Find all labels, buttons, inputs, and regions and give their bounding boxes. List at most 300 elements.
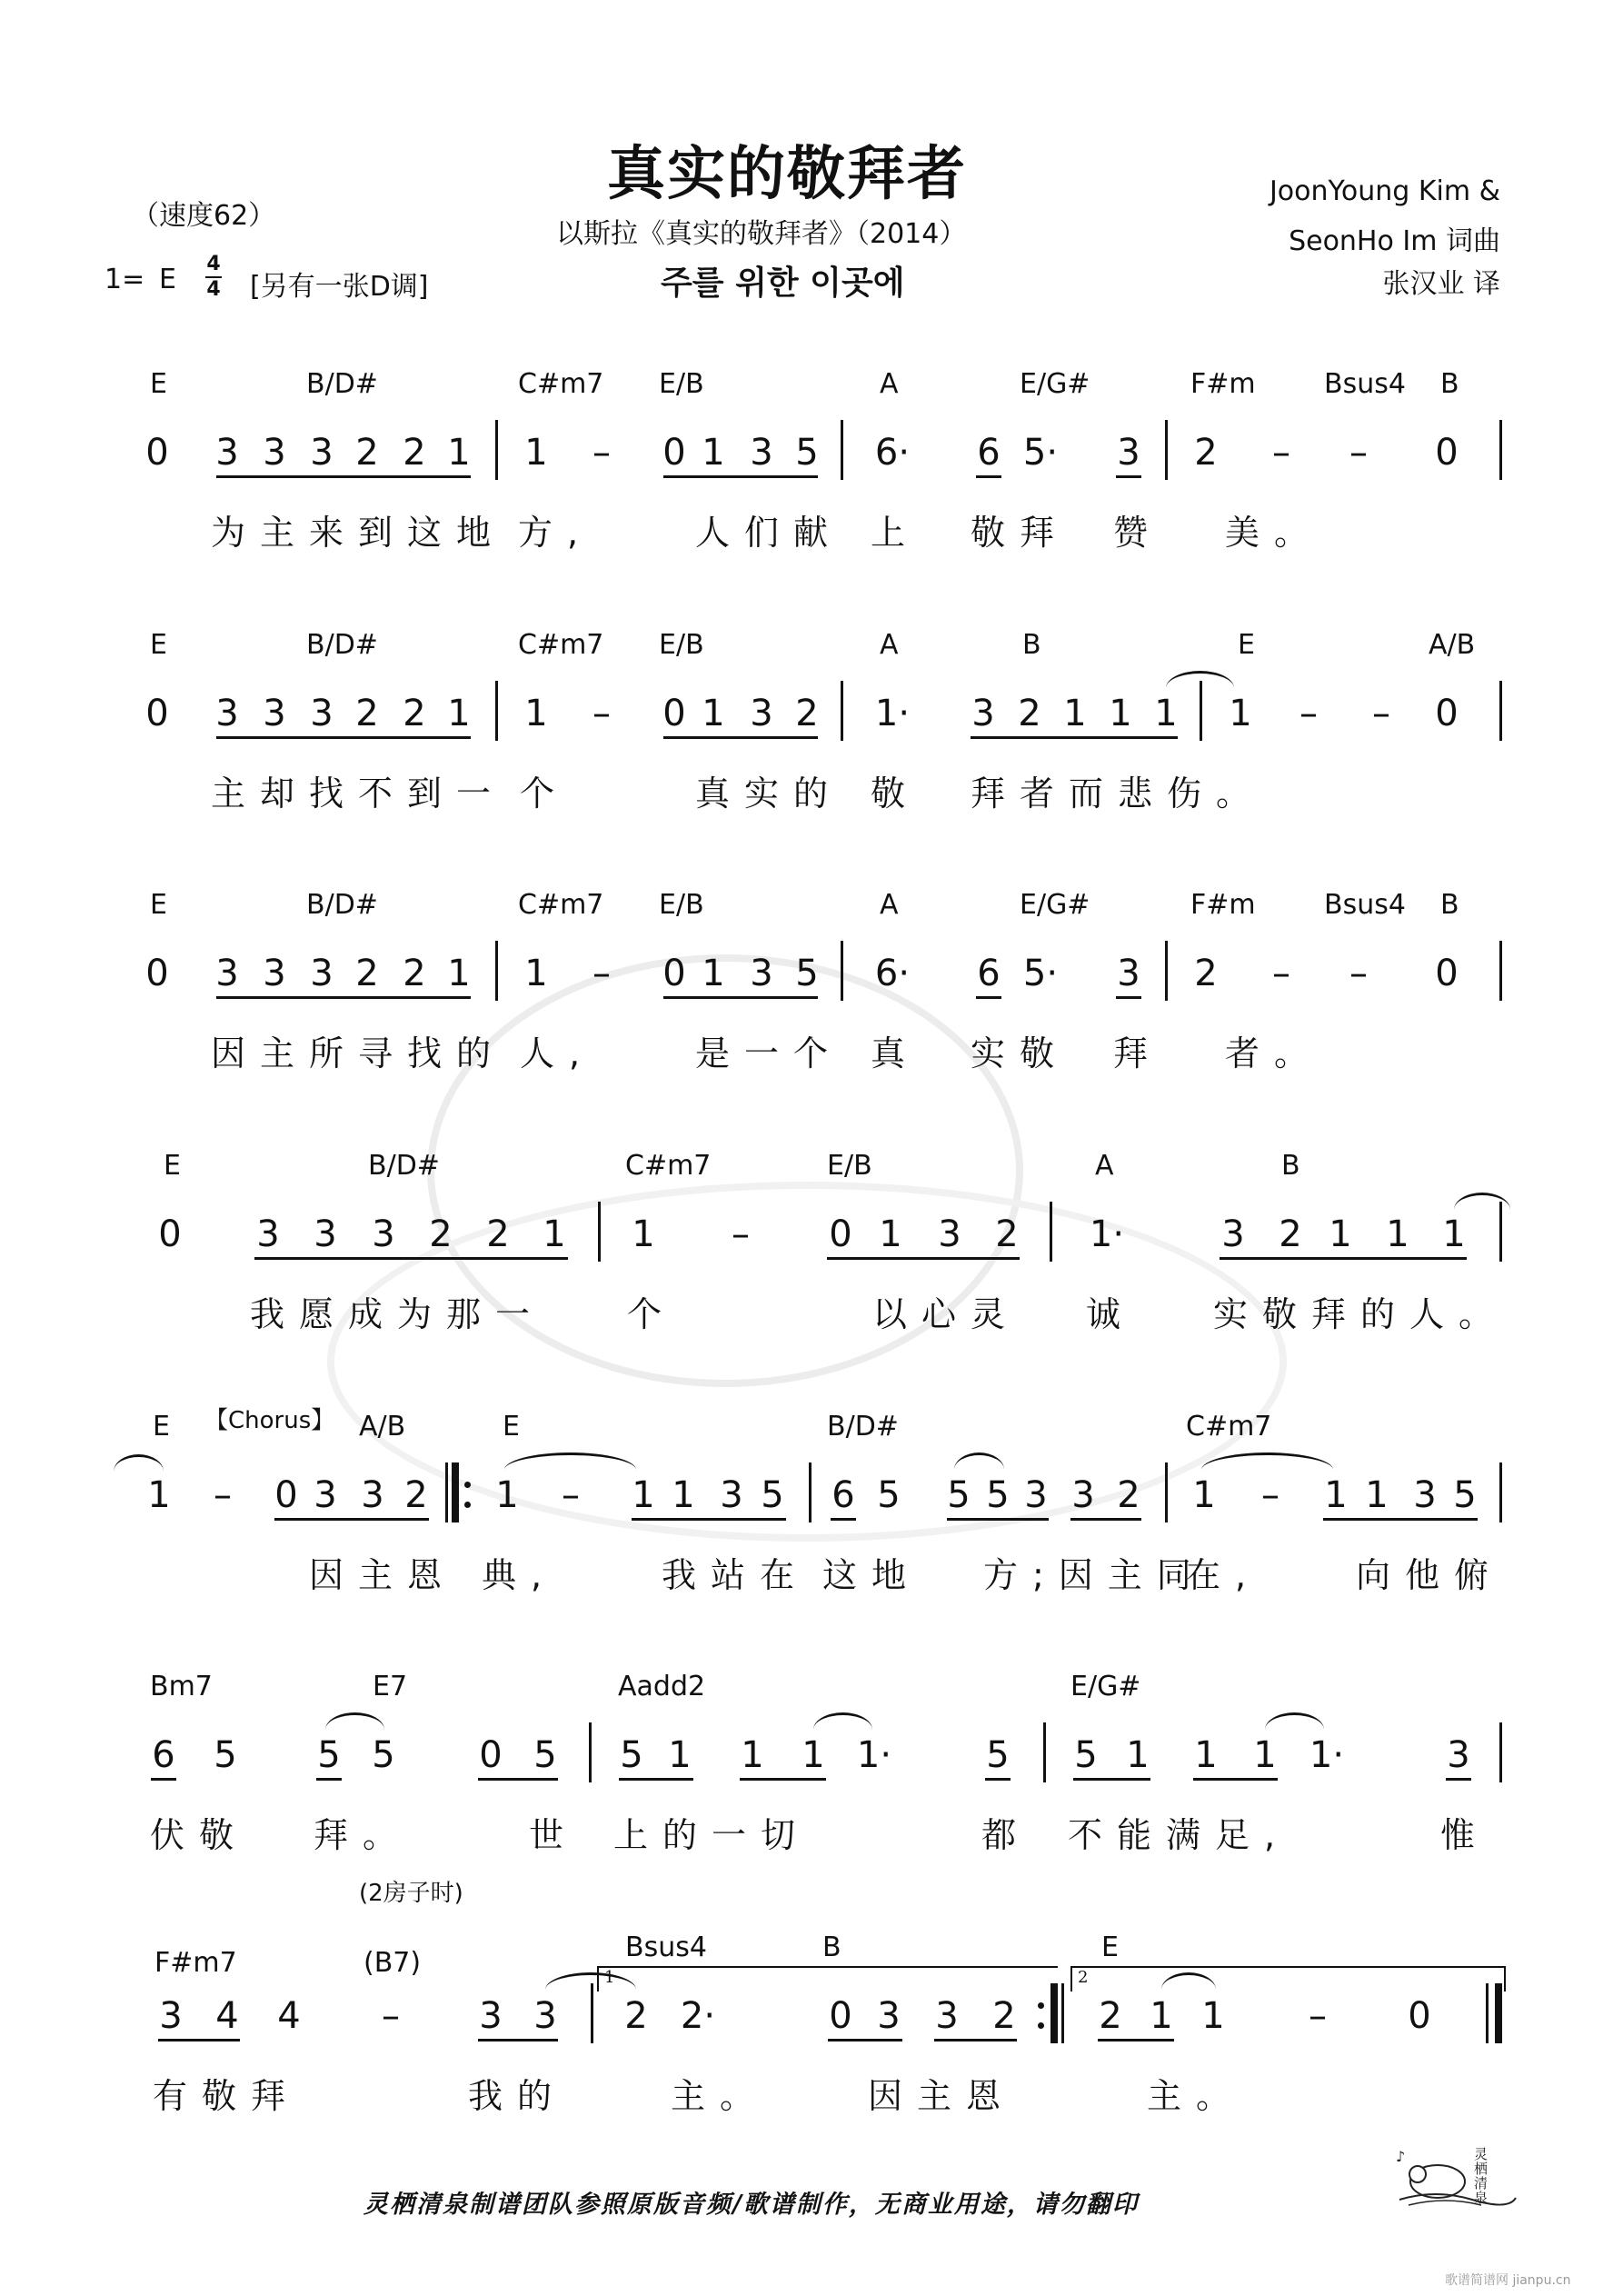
second-ending-note: (2房子时) xyxy=(359,1880,463,1907)
chord: C#m7 xyxy=(625,1150,712,1182)
note: 2 xyxy=(403,432,426,474)
chord: B/D# xyxy=(306,889,378,921)
lyric: 以心灵 xyxy=(872,1294,1021,1334)
note: 3 xyxy=(159,1995,183,2037)
note: – xyxy=(592,953,611,994)
chord: B/D# xyxy=(827,1411,899,1442)
barline xyxy=(1499,1202,1502,1262)
note: 1 xyxy=(702,953,725,994)
note: 3 xyxy=(971,693,995,734)
lyric: 是一个 xyxy=(695,1033,843,1073)
repeat-dot xyxy=(1038,2022,1044,2029)
note: 5 xyxy=(533,1734,557,1776)
chord: B xyxy=(1022,629,1041,661)
underline xyxy=(1116,996,1141,999)
chord: Bsus4 xyxy=(625,1932,707,1963)
lyric: 实敬拜的人。 xyxy=(1213,1294,1508,1334)
note: 0 xyxy=(829,1995,852,2037)
barline xyxy=(1499,420,1502,480)
chord: B xyxy=(1440,889,1459,921)
lyric: 在, xyxy=(1186,1555,1261,1595)
note: 3 xyxy=(256,1213,280,1255)
chord: E/B xyxy=(659,629,704,661)
underline xyxy=(1098,2039,1174,2041)
svg-text:♪: ♪ xyxy=(1396,2148,1406,2165)
note: 2 xyxy=(1194,953,1218,994)
note: 5 xyxy=(795,432,819,474)
lyric: 因主所寻找的 xyxy=(211,1033,506,1073)
tie xyxy=(325,1712,384,1730)
note: 1 xyxy=(447,432,471,474)
note: 5 xyxy=(795,953,819,994)
note: 5 xyxy=(947,1474,971,1516)
note: 1 xyxy=(1109,693,1132,734)
lyric: 我愿成为那一 xyxy=(250,1294,545,1334)
chord: F#m xyxy=(1190,889,1256,921)
lyric: 上的一切 xyxy=(613,1815,811,1855)
note: – xyxy=(1299,693,1318,734)
note: 6· xyxy=(874,953,911,994)
note: 0 xyxy=(274,1474,298,1516)
chord: C#m7 xyxy=(1186,1411,1272,1442)
note: 0 xyxy=(1435,693,1459,734)
note: 1 xyxy=(668,1734,692,1776)
lyric: 敬 xyxy=(871,774,921,814)
barline xyxy=(1165,941,1168,1001)
note: 5· xyxy=(1022,432,1059,474)
note: 5 xyxy=(877,1474,901,1516)
lyric: 典, xyxy=(482,1555,557,1595)
chord: (B7) xyxy=(363,1947,422,1979)
lyric: 敬拜 xyxy=(971,513,1070,553)
note: 3 xyxy=(750,432,773,474)
chord: C#m7 xyxy=(518,889,604,921)
underline xyxy=(1220,1257,1467,1260)
chord: E/B xyxy=(659,368,704,400)
chord: Aadd2 xyxy=(618,1671,706,1702)
chord: F#m xyxy=(1190,368,1256,400)
underline xyxy=(1193,1778,1278,1781)
lyric: 个 xyxy=(520,774,570,814)
barline xyxy=(598,1202,601,1262)
lyric: 真 xyxy=(871,1033,921,1073)
note: 3 xyxy=(310,432,334,474)
note: 0 xyxy=(479,1734,503,1776)
note: 3 xyxy=(263,953,286,994)
time-signature-top: 4 xyxy=(206,253,221,275)
chord: B xyxy=(822,1932,841,1963)
note: 1 xyxy=(702,693,725,734)
note: 2 xyxy=(429,1213,453,1255)
note: 5 xyxy=(214,1734,237,1776)
note: 3 xyxy=(533,1995,557,2037)
lyric: 我的 xyxy=(468,2076,567,2116)
underline xyxy=(827,1257,1020,1260)
underline xyxy=(478,1778,558,1781)
underline xyxy=(619,1778,693,1781)
chord: B/D# xyxy=(306,368,378,400)
time-signature-bottom: 4 xyxy=(206,278,221,301)
key-prefix: 1= xyxy=(105,264,145,295)
note: – xyxy=(1272,432,1290,474)
note: – xyxy=(1272,953,1290,994)
note: 2 xyxy=(624,1995,648,2037)
note: 2 xyxy=(992,1995,1016,2037)
underline xyxy=(632,1518,786,1521)
chord: E7 xyxy=(373,1671,408,1702)
chord: C#m7 xyxy=(518,629,604,661)
chord: E xyxy=(153,1411,170,1442)
key-note: [另有一张D调] xyxy=(250,271,429,303)
underline xyxy=(1446,1778,1471,1781)
note: 1 xyxy=(632,1213,655,1255)
note: 2 xyxy=(1117,1474,1140,1516)
note: 5 xyxy=(317,1734,341,1776)
underline xyxy=(976,996,1001,999)
note: 3 xyxy=(1024,1474,1048,1516)
note: 2 xyxy=(355,432,379,474)
note: 5· xyxy=(1022,953,1059,994)
note: 1 xyxy=(447,693,471,734)
lyric: 人们献 xyxy=(695,513,843,553)
tempo: （速度62） xyxy=(132,200,276,232)
note: 2 xyxy=(404,1474,428,1516)
note: 1 xyxy=(1192,1474,1216,1516)
underline xyxy=(831,1518,856,1521)
underline xyxy=(216,475,471,478)
note: 2 xyxy=(795,693,819,734)
note: 3 xyxy=(215,432,239,474)
volta-1-bracket xyxy=(597,1966,1058,1992)
note: 3 xyxy=(479,1995,503,2037)
note: 3 xyxy=(720,1474,743,1516)
credit-composer-2: SeonHo Im 词曲 xyxy=(1289,225,1500,257)
underline xyxy=(1323,1518,1478,1521)
note: 1 xyxy=(1365,1474,1389,1516)
barline xyxy=(1499,1462,1502,1522)
note: 3 xyxy=(1071,1474,1095,1516)
chord: E/G# xyxy=(1070,1671,1141,1702)
note: 6 xyxy=(152,1734,175,1776)
lyric: 拜 xyxy=(1113,1033,1163,1073)
note: 3 xyxy=(314,1213,337,1255)
repeat-start-thick xyxy=(452,1462,459,1522)
note: 6· xyxy=(874,432,911,474)
note: 5 xyxy=(761,1474,784,1516)
note: 0 xyxy=(158,1213,182,1255)
underline xyxy=(316,1778,342,1781)
barline xyxy=(1050,1202,1052,1262)
note: 1 xyxy=(1253,1734,1277,1776)
note: 2 xyxy=(355,693,379,734)
underline xyxy=(216,996,471,999)
note: – xyxy=(732,1213,750,1255)
note: 3 xyxy=(310,953,334,994)
note: 6 xyxy=(977,953,1001,994)
tie xyxy=(1265,1712,1324,1730)
underline xyxy=(478,2039,558,2041)
barline xyxy=(841,681,843,741)
note: 5 xyxy=(1453,1474,1477,1516)
chord: Bsus4 xyxy=(1324,889,1406,921)
underline xyxy=(934,2039,1017,2041)
lyric: 惟 xyxy=(1440,1815,1490,1855)
note: 0 xyxy=(662,432,686,474)
note: – xyxy=(1349,953,1368,994)
chord: E/B xyxy=(827,1150,872,1182)
chord: A/B xyxy=(1429,629,1476,661)
lyric: 有敬拜 xyxy=(153,2076,301,2116)
note: 1 xyxy=(1150,1995,1173,2037)
underline xyxy=(216,736,471,739)
lyric: 主。 xyxy=(671,2076,770,2116)
underline xyxy=(663,475,818,478)
note: 1 xyxy=(1442,1213,1466,1255)
chord: Bm7 xyxy=(150,1671,213,1702)
note: 3 xyxy=(750,953,773,994)
note: 3 xyxy=(938,1213,961,1255)
repeat-dot xyxy=(464,1502,471,1508)
chord: E xyxy=(150,368,167,400)
note: 0 xyxy=(662,953,686,994)
volta-2-number: 2 xyxy=(1078,1968,1089,1987)
note: 1 xyxy=(672,1474,695,1516)
lyric: 方;因主同 xyxy=(983,1555,1206,1595)
note: 3 xyxy=(877,1995,901,2037)
note: 3 xyxy=(263,693,286,734)
note: 3 xyxy=(1117,432,1140,474)
underline xyxy=(740,1778,826,1781)
note: 0 xyxy=(145,953,169,994)
note: 2 xyxy=(1099,1995,1122,2037)
chord: A/B xyxy=(359,1411,406,1442)
chord: E xyxy=(150,889,167,921)
barline xyxy=(1499,1722,1502,1782)
note: 0 xyxy=(1435,953,1459,994)
note: 6 xyxy=(977,432,1001,474)
note: 1 xyxy=(1194,1734,1218,1776)
lyric: 赞 xyxy=(1113,513,1163,553)
note: 2 xyxy=(486,1213,510,1255)
note: – xyxy=(1261,1474,1279,1516)
note: 3 xyxy=(372,1213,395,1255)
note: 3 xyxy=(935,1995,959,2037)
barline xyxy=(1499,681,1502,741)
tie xyxy=(114,1454,164,1472)
key: E xyxy=(159,264,176,295)
note: 3 xyxy=(1413,1474,1437,1516)
repeat-dot xyxy=(464,1482,471,1488)
lyric: 向他俯 xyxy=(1356,1555,1504,1595)
note: 0 xyxy=(145,693,169,734)
barline xyxy=(495,681,498,741)
note: 1 xyxy=(524,693,548,734)
lyric: 拜。 xyxy=(314,1815,413,1855)
chorus-label: 【Chorus】 xyxy=(204,1407,335,1434)
barline xyxy=(495,420,498,480)
note: 1 xyxy=(1386,1213,1409,1255)
lyric: 伏敬 xyxy=(150,1815,249,1855)
note: 1 xyxy=(879,1213,902,1255)
note: 1 xyxy=(1063,693,1087,734)
chord: F#m7 xyxy=(154,1947,237,1979)
lyric: 美。 xyxy=(1225,513,1324,553)
note: 2 xyxy=(1018,693,1041,734)
underline xyxy=(985,1778,1011,1781)
watermark-wave xyxy=(327,1182,1287,1542)
note: 3 xyxy=(750,693,773,734)
chord: E xyxy=(150,629,167,661)
lyric: 为主来到这地 xyxy=(211,513,506,553)
barline xyxy=(1165,420,1168,480)
note: – xyxy=(1372,693,1390,734)
lyric: 方, xyxy=(518,513,593,553)
barline xyxy=(809,1462,812,1522)
lyric: 上 xyxy=(871,513,921,553)
note: – xyxy=(382,1995,400,2037)
barline xyxy=(495,941,498,1001)
underline xyxy=(947,1518,1049,1521)
note: 5 xyxy=(986,1734,1010,1776)
note: 0 xyxy=(145,432,169,474)
lyric: 主却找不到一 xyxy=(211,774,506,814)
note: 2 xyxy=(403,693,426,734)
chord: E xyxy=(1101,1932,1119,1963)
note: – xyxy=(592,432,611,474)
note: 1 xyxy=(802,1734,825,1776)
chord: Bsus4 xyxy=(1324,368,1406,400)
note: 1· xyxy=(1309,1734,1345,1776)
note: 3 xyxy=(314,1474,337,1516)
chord: A xyxy=(1095,1150,1114,1182)
note: – xyxy=(592,693,611,734)
chord: C#m7 xyxy=(518,368,604,400)
note: 1 xyxy=(447,953,471,994)
note: 1· xyxy=(856,1734,892,1776)
note: 2· xyxy=(680,1995,716,2037)
note: 3 xyxy=(263,432,286,474)
note: 1 xyxy=(632,1474,655,1516)
lyric: 因主恩 xyxy=(309,1555,457,1595)
sheep-logo-icon xyxy=(1390,2145,1518,2209)
barline xyxy=(1165,1462,1168,1522)
site-watermark: 歌谱简谱网 jianpu.cn xyxy=(1445,2273,1571,2288)
lyric: 拜者而悲伤。 xyxy=(971,774,1266,814)
volta-2-bracket xyxy=(1070,1966,1506,1992)
credit-composer-1: JoonYoung Kim & xyxy=(1269,175,1500,207)
note: 1 xyxy=(702,432,725,474)
note: 3 xyxy=(1221,1213,1245,1255)
note: 4 xyxy=(277,1995,301,2037)
chord: B xyxy=(1281,1150,1300,1182)
final-barline-thick xyxy=(1495,1983,1502,2043)
note: 5 xyxy=(986,1474,1010,1516)
note: 5 xyxy=(620,1734,643,1776)
barline xyxy=(591,1983,593,2043)
chord: B/D# xyxy=(306,629,378,661)
underline xyxy=(254,1257,568,1260)
barline xyxy=(841,941,843,1001)
lyric: 这地 xyxy=(822,1555,921,1595)
note: 3 xyxy=(215,953,239,994)
note: 2 xyxy=(995,1213,1019,1255)
barline xyxy=(1043,1722,1046,1782)
lyric: 诚 xyxy=(1086,1294,1136,1334)
note: 3 xyxy=(1447,1734,1470,1776)
barline xyxy=(1061,1983,1064,2043)
note: 3 xyxy=(361,1474,384,1516)
barline xyxy=(841,420,843,480)
note: – xyxy=(1309,1995,1327,2037)
barline xyxy=(1200,681,1202,741)
note: 3 xyxy=(215,693,239,734)
note: 3 xyxy=(310,693,334,734)
underline xyxy=(663,736,818,739)
underline xyxy=(971,736,1178,739)
note: 1 xyxy=(741,1734,764,1776)
song-title: 真实的敬拜者 xyxy=(607,141,967,208)
note: 2 xyxy=(1279,1213,1302,1255)
note: 1· xyxy=(874,693,911,734)
barline xyxy=(589,1722,592,1782)
underline xyxy=(151,1778,176,1781)
logo-text: 灵栖清泉 xyxy=(1474,2146,1489,2206)
note: – xyxy=(1349,432,1368,474)
chord: A xyxy=(880,629,899,661)
underline xyxy=(828,2039,902,2041)
lyric: 不能满足, xyxy=(1068,1815,1290,1855)
chord: A xyxy=(880,368,899,400)
volta-1-number: 1 xyxy=(604,1968,615,1987)
underline xyxy=(1070,1518,1141,1521)
underline xyxy=(274,1518,429,1521)
note: 2 xyxy=(1194,432,1218,474)
note: 5 xyxy=(372,1734,395,1776)
lyric: 个 xyxy=(627,1294,677,1334)
lyric: 我站在 xyxy=(662,1555,810,1595)
lyric: 主。 xyxy=(1147,2076,1246,2116)
chord: E xyxy=(503,1411,520,1442)
tie xyxy=(1201,1452,1333,1470)
repeat-dot xyxy=(1038,2002,1044,2009)
lyric: 世 xyxy=(529,1815,579,1855)
underline xyxy=(663,996,818,999)
underline xyxy=(976,475,1001,478)
song-subtitle: 以斯拉《真实的敬拜者》（2014） xyxy=(556,218,967,250)
note: 0 xyxy=(662,693,686,734)
note: 1 xyxy=(147,1474,171,1516)
note: 1 xyxy=(1329,1213,1352,1255)
note: 1 xyxy=(1229,693,1252,734)
note: 0 xyxy=(1435,432,1459,474)
chord: E/B xyxy=(659,889,704,921)
tie xyxy=(813,1712,872,1730)
footer-note: 灵栖清泉制谱团队参照原版音频/歌谱制作，无商业用途，请勿翻印 xyxy=(363,2191,1139,2219)
note: 1 xyxy=(1154,693,1178,734)
lyric: 人, xyxy=(520,1033,595,1073)
chord: B xyxy=(1440,368,1459,400)
chord: E xyxy=(164,1150,181,1182)
note: 1 xyxy=(1201,1995,1225,2037)
lyric: 都 xyxy=(981,1815,1031,1855)
underline xyxy=(1116,475,1141,478)
note: – xyxy=(562,1474,580,1516)
chord: A xyxy=(880,889,899,921)
chord: E xyxy=(1238,629,1255,661)
note: 6 xyxy=(831,1474,855,1516)
note: 1 xyxy=(524,432,548,474)
note: 2 xyxy=(403,953,426,994)
